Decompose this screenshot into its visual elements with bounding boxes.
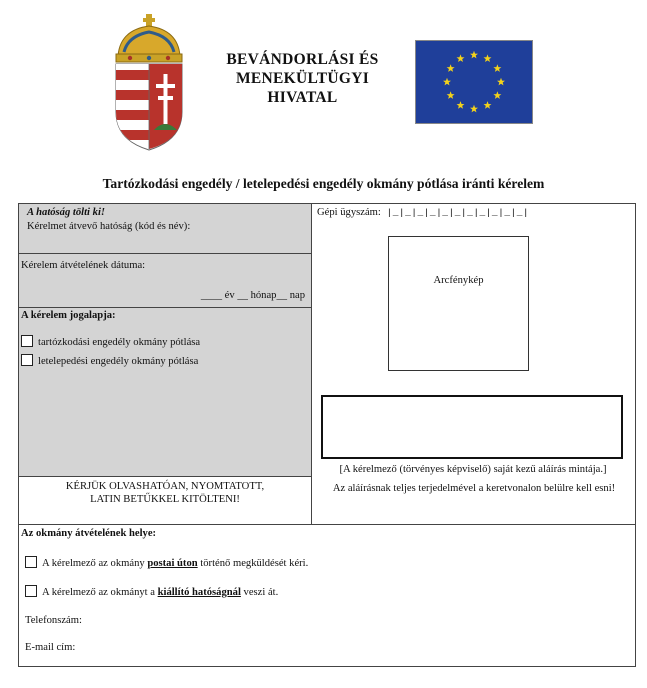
signature-caption: [A kérelmező (törvényes képviselő) saját kezű aláírás mintája.] [339, 464, 607, 475]
legal-basis-heading: A kérelem jogalapja: [21, 310, 116, 321]
eu-star-icon [493, 64, 501, 72]
signature-note: Az aláírásnak teljes terjedelmével a keretvonalon belülre kell esni! [332, 483, 616, 494]
receipt-date-label: Kérelem átvételének dátuma: [21, 260, 146, 271]
phone-label: Telefonszám: [25, 615, 82, 626]
eu-star-icon [484, 101, 492, 109]
eu-star-icon [470, 51, 478, 59]
option-settlement-permit[interactable]: letelepedési engedély okmány pótlása [21, 354, 198, 367]
case-number: Gépi ügyszám: |_|_|_|_|_|_|_|_|_|_|_| [317, 207, 530, 218]
case-number-boxes[interactable]: |_|_|_|_|_|_|_|_|_|_|_| [386, 207, 530, 218]
office-pickup-checkbox[interactable] [25, 585, 37, 597]
form-title: Tartózkodási engedély / letelepedési engedély okmány pótlása iránti kérelem [102, 176, 545, 191]
authority-note: A hatóság tölti ki! [27, 207, 106, 218]
eu-star-icon [457, 54, 465, 62]
eu-star-icon [443, 78, 451, 86]
eu-star-icon [470, 105, 478, 113]
option-office-pickup[interactable]: A kérelmező az okmányt a kiállító hatóságnál veszi át. [25, 585, 278, 598]
postal-delivery-checkbox[interactable] [25, 556, 37, 568]
print-instruction: KÉRJÜK OLVASHATÓAN, NYOMTATOTT, LATIN BETŰKKEL KITÖLTENI! [65, 481, 265, 505]
application-form [18, 203, 636, 667]
email-label: E-mail cím: [25, 642, 76, 653]
eu-star-icon [484, 54, 492, 62]
eu-star-icon [493, 91, 501, 99]
eu-flag-icon [415, 40, 533, 124]
option-postal-delivery[interactable]: A kérelmező az okmány postai úton történő megküldését kéri. [25, 556, 308, 569]
photo-box [388, 236, 529, 371]
delivery-place-heading: Az okmány átvételének helye: [21, 528, 157, 539]
option-residence-permit[interactable]: tartózkodási engedély okmány pótlása [21, 335, 200, 348]
signature-box[interactable] [321, 395, 623, 459]
eu-star-icon [447, 91, 455, 99]
residence-permit-checkbox[interactable] [21, 335, 33, 347]
agency-name: BEVÁNDORLÁSI ÉS MENEKÜLTÜGYI HIVATAL [226, 51, 379, 106]
eu-star-icon [457, 101, 465, 109]
settlement-permit-checkbox[interactable] [21, 354, 33, 366]
receiving-authority-label: Kérelmet átvevő hatóság (kód és név): [27, 221, 191, 232]
hungarian-coat-of-arms-icon [110, 12, 188, 152]
receipt-date-fields[interactable]: ____ év __ hónap__ nap [200, 290, 305, 301]
eu-star-icon [497, 78, 505, 86]
eu-star-icon [447, 64, 455, 72]
photo-label: Arcfénykép [433, 275, 484, 286]
